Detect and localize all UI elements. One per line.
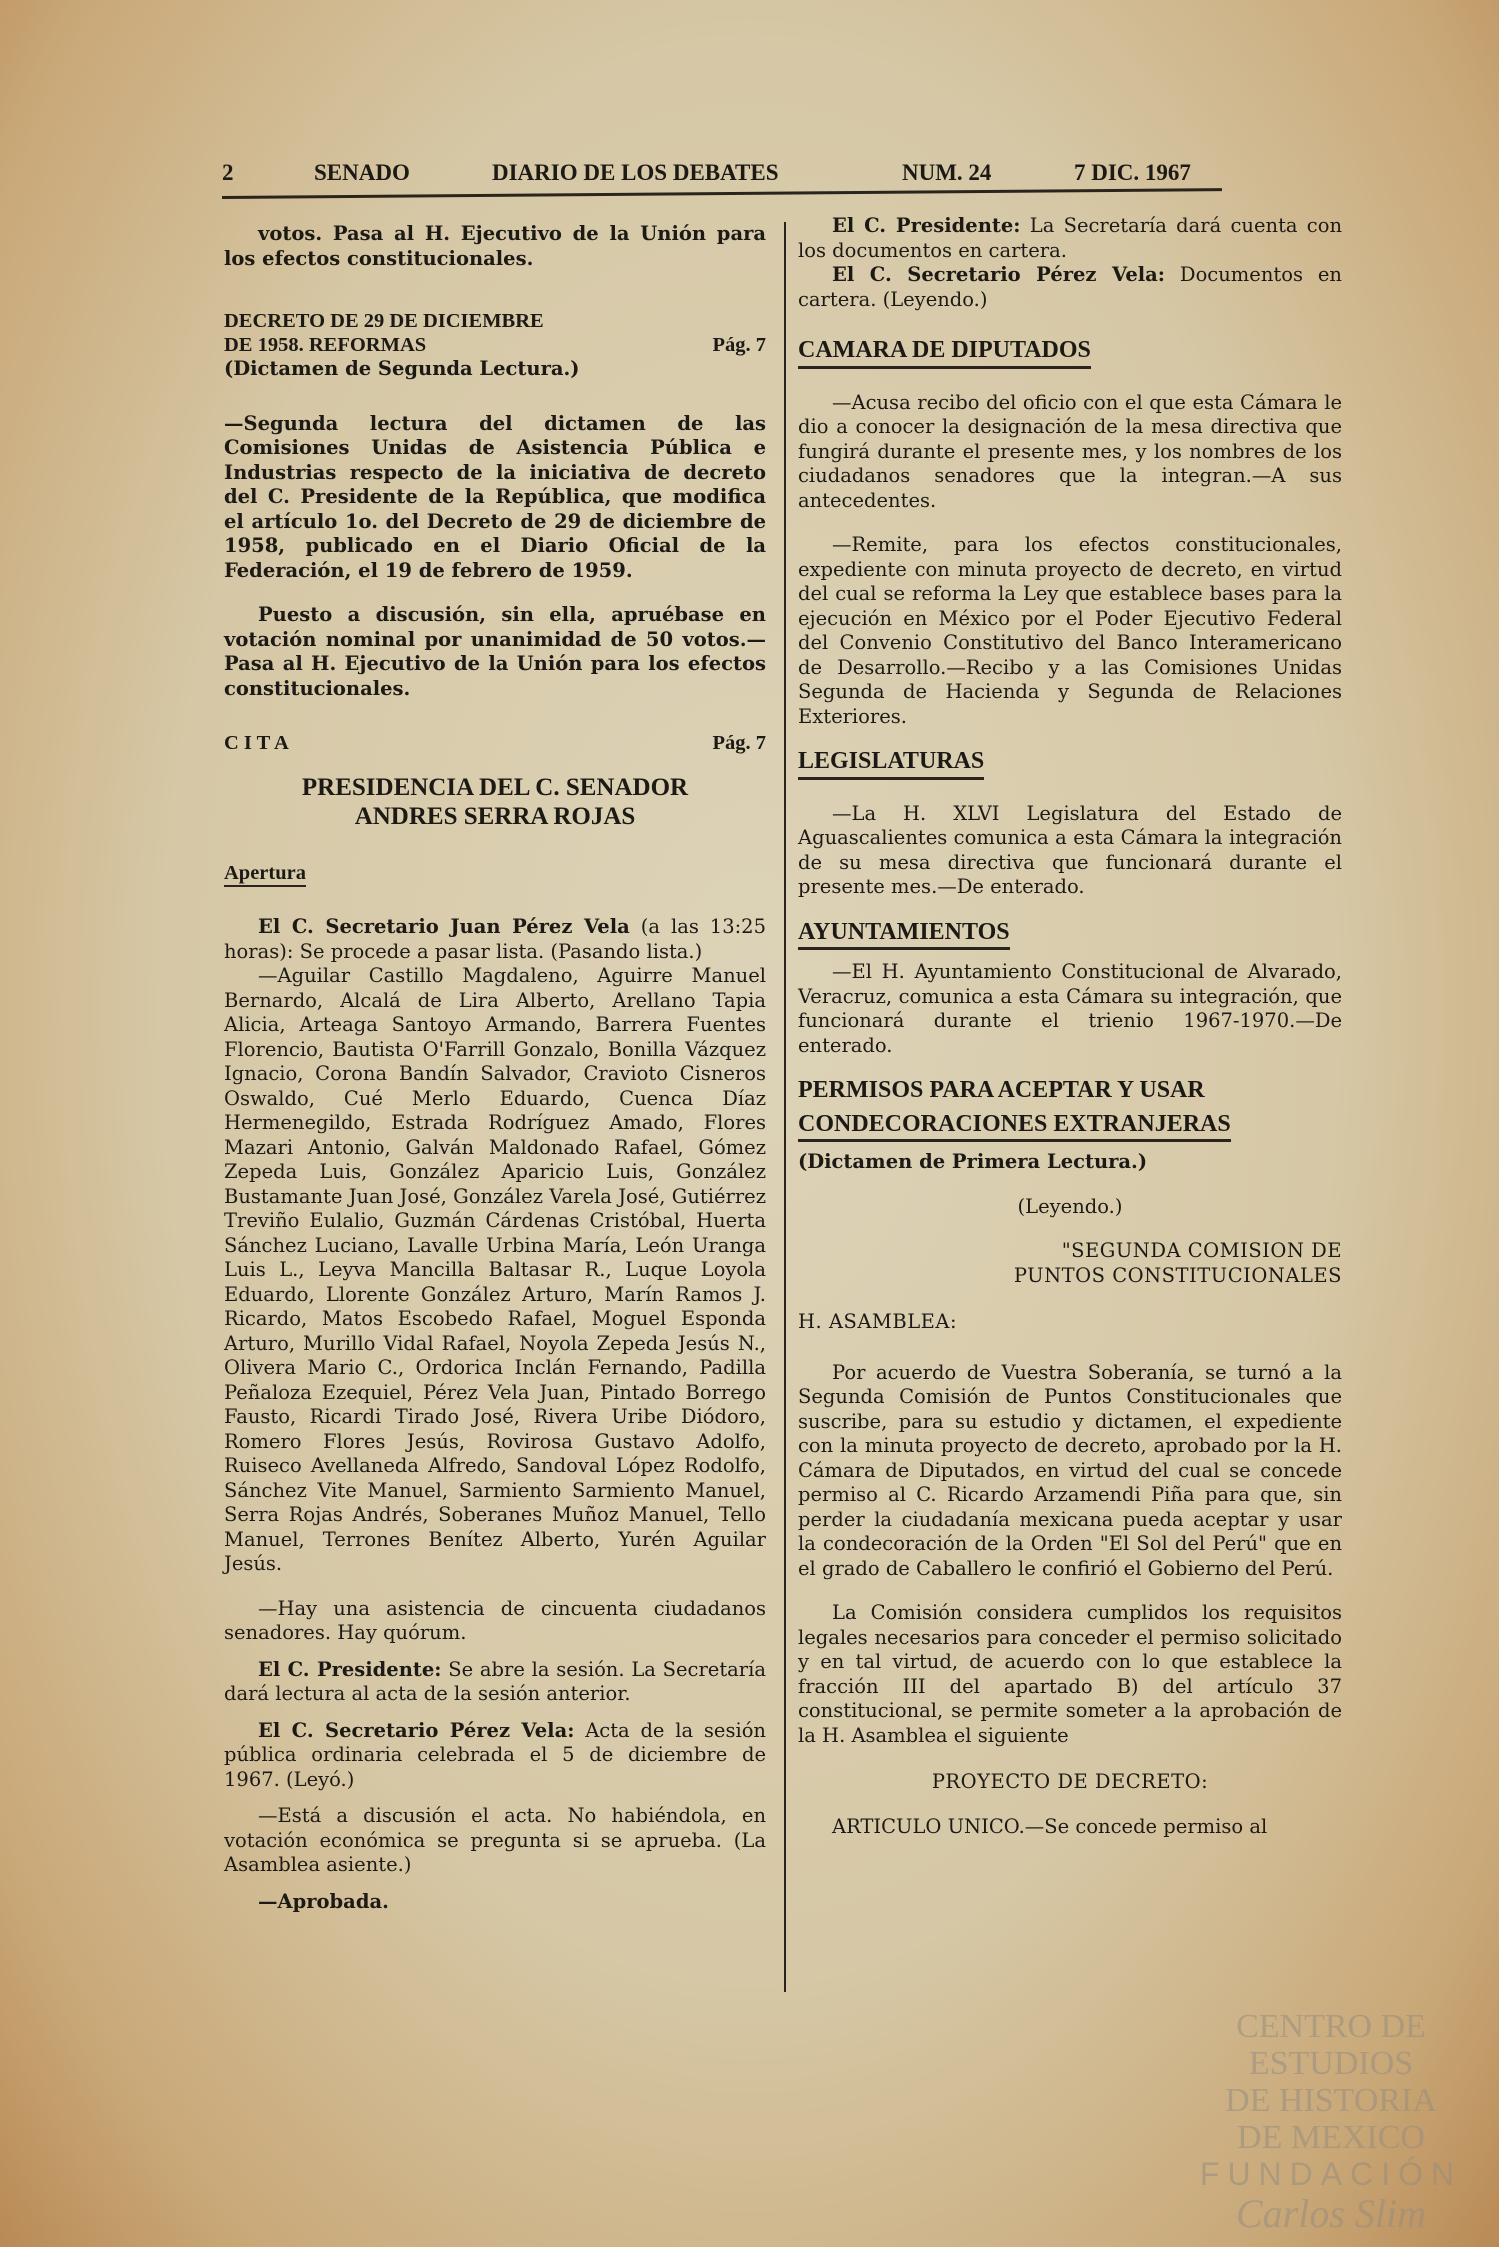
- subsection-heading: Apertura: [224, 861, 306, 887]
- section-subtitle: (Dictamen de Primera Lectura.): [798, 1150, 1148, 1173]
- article-text: —Se concede permiso al: [1024, 1814, 1268, 1838]
- paragraph: —Hay una asistencia de cincuenta ciudadanos senadores. Hay quórum.: [224, 1596, 766, 1644]
- paragraph: —La H. XLVI Legislatura del Estado de Aguascalientes comunica a esta Cámara la integración de su mesa directiva que funcionará durante el presente mes.—De enterado.: [798, 801, 1342, 898]
- page-header: [222, 160, 1212, 186]
- speaker: El C. Secretario Pérez Vela:: [832, 263, 1165, 286]
- chamber: SENADO: [314, 160, 410, 185]
- section-heading: C I T A: [224, 732, 289, 754]
- paragraph: —El H. Ayuntamiento Constitucional de Alvarado, Veracruz, comunica a esta Cámara su integración, que funcionará durante el trienio 1967-1970.—De enterado.: [798, 960, 1342, 1057]
- speaker: El C. Secretario Pérez Vela:: [258, 1718, 575, 1742]
- watermark-line: ESTUDIOS: [1248, 2045, 1414, 2082]
- paragraph: [224, 915, 766, 964]
- column-divider: [784, 222, 786, 1992]
- publication-title: DIARIO DE LOS DEBATES: [492, 160, 779, 185]
- section-heading: AYUNTAMIENTOS: [798, 920, 1010, 951]
- watermark-line: FUNDACIÓN: [1199, 2156, 1463, 2192]
- issue-date: 7 DIC. 1967: [1074, 160, 1191, 185]
- paragraph: Puesto a discusión, sin ella, apruébase en votación nominal por unanimidad de 50 votos.—Pasa al H. Ejecutivo de la Unión para los efectos constitucionales.: [224, 603, 766, 700]
- paragraph: [224, 1719, 766, 1793]
- speech: Documentos en cartera. (Leyendo.): [798, 263, 1342, 311]
- presidency-heading: PRESIDENCIA DEL C. SENADOR: [301, 774, 689, 801]
- paragraph: Por acuerdo de Vuestra Soberanía, se turnó a la Segunda Comisión de Puntos Constitucionales que suscribe, para su estudio y dictamen, el expediente con la minuta proyecto de decreto, aprobado por la H. Cámara de Diputados, en virtud del cual se concede permiso al C. Ricardo Arzamendi Piña para que, sin perder la ciudadanía mexicana pueda aceptar y usar la condecoración de la Orden "El Sol del Perú" que en el grado de Caballero le confirió el Gobierno del Perú.: [798, 1360, 1342, 1580]
- speaker: El C. Presidente:: [258, 1657, 442, 1681]
- watermark-logo: [1181, 2008, 1481, 2235]
- section-subtitle: (Dictamen de Segunda Lectura.): [224, 357, 580, 380]
- section-heading: DECRETO DE 29 DE DICIEMBRE: [224, 310, 544, 332]
- watermark-signature: Carlos Slim: [1235, 2191, 1427, 2236]
- paragraph: —Remite, para los efectos constitucionales, expediente con minuta proyecto de decreto, en virtud del cual se reforma la Ley que establece bases para la ejecución en México por el Poder Ejecutivo Federal del Convenio Constitutivo del Banco Interamericano de Desarrollo.—Recibo y a las Comisiones Unidas Segunda de Hacienda y Segunda de Relaciones Exteriores.: [798, 533, 1342, 728]
- right-column: [798, 214, 1342, 1839]
- article-label: ARTICULO UNICO.: [832, 1814, 1025, 1838]
- section-heading: CONDECORACIONES EXTRANJERAS: [798, 1112, 1231, 1143]
- speech: (a las 13:25 horas): Se procede a pasar lista. (Pasando lista.): [224, 915, 766, 963]
- paragraph: La Comisión considera cumplidos los requisitos legales necesarios para conceder el permiso solicitado y en tal virtud, de acuerdo con lo que establece la fracción III del apartado B) del artículo 37 constitucional, se permite someter a la aprobación de la H. Asamblea el siguiente: [798, 1601, 1342, 1747]
- roll-call-list: —Aguilar Castillo Magdaleno, Aguirre Manuel Bernardo, Alcalá de Lira Alberto, Arellano Tapia Alicia, Arteaga Santoyo Armando, Barrera Fuentes Florencio, Bautista O'Farrill Gonzalo, Bonilla Vázquez Ignacio, Corona Bandín Salvador, Cravioto Cisneros Oswaldo, Cué Merlo Eduardo, Cuenca Díaz Hermenegildo, Estrada Rodríguez Amado, Flores Mazari Antonio, Galván Maldonado Rafael, Gómez Zepeda Luis, González Aparicio Luis, González Bustamante Juan José, González Varela José, Gutiérrez Treviño Eulalio, Guzmán Cárdenas Cristóbal, Huerta Sánchez Luciano, Lavalle Urbina María, León Uranga Luis L., Leyva Mancilla Baltasar R., Luque Loyola Eduardo, Llorente González Arturo, Marín Ramos J. Ricardo, Matos Escobedo Rafael, Moguel Esponda Arturo, Murillo Vidal Rafael, Noyola Zepeda Jesús N., Olivera Mario C., Ordorica Inclán Fernando, Padilla Peñaloza Ezequiel, Pérez Vela Juan, Pintado Borrego Fausto, Ricardi Tirado José, Rivera Uribe Diódoro, Romero Flores Jesús, Rovirosa Gustavo Adolfo, Ruiseco Avellaneda Alfredo, Sandoval López Rodolfo, Sánchez Vite Manuel, Sarmiento Sarmiento Manuel, Serra Rojas Andrés, Soberanes Muñoz Manuel, Tello Manuel, Terrones Benítez Alberto, Yurén Aguilar Jesús.: [224, 964, 766, 1575]
- paragraph: —Segunda lectura del dictamen de las Comisiones Unidas de Asistencia Pública e Industrias respecto de la iniciativa de decreto del C. Presidente de la República, que modifica el artículo 1o. del Decreto de 29 de diciembre de 1958, publicado en el Diario Oficial de la Federación, el 19 de febrero de 1959.: [224, 411, 766, 582]
- left-column: [224, 222, 766, 1914]
- watermark-line: DE MEXICO: [1237, 2119, 1425, 2156]
- section-heading: DE 1958. REFORMAS: [224, 334, 427, 356]
- commission-heading: PUNTOS CONSTITUCIONALES: [1013, 1263, 1342, 1287]
- paragraph: —Aprobada.: [258, 1889, 389, 1913]
- watermark-line: DE HISTORIA: [1225, 2082, 1437, 2119]
- paragraph: [798, 1815, 1342, 1840]
- paragraph: —Está a discusión el acta. No habiéndola, en votación económica se pregunta si se aprueba. (La Asamblea asiente.): [224, 1804, 766, 1876]
- section-heading: LEGISLATURAS: [798, 749, 984, 780]
- paragraph: votos. Pasa al H. Ejecutivo de la Unión para los efectos constitucionales.: [224, 222, 766, 270]
- paragraph: [798, 263, 1342, 312]
- speech: Se abre la sesión. La Secretaría dará lectura al acta de la sesión anterior.: [224, 1657, 766, 1705]
- page-reference: Pág. 7: [712, 732, 766, 754]
- watermark-line: CENTRO DE: [1236, 2008, 1426, 2045]
- speaker: El C. Presidente:: [832, 214, 1021, 237]
- paragraph: [798, 214, 1342, 263]
- page-reference: Pág. 7: [712, 334, 766, 356]
- presidency-heading: ANDRES SERRA ROJAS: [354, 803, 636, 830]
- salutation: H. ASAMBLEA:: [798, 1310, 958, 1333]
- section-heading: CAMARA DE DIPUTADOS: [798, 338, 1091, 369]
- section-heading: PERMISOS PARA ACEPTAR Y USAR: [798, 1077, 1205, 1103]
- issue-number: NUM. 24: [902, 160, 992, 185]
- header-rule: [222, 188, 1222, 199]
- paragraph: [224, 1658, 766, 1707]
- reading-note: (Leyendo.): [1017, 1194, 1123, 1218]
- speech: La Secretaría dará cuenta con los documentos en cartera.: [798, 214, 1343, 262]
- page-number: 2: [222, 160, 234, 185]
- paragraph: —Acusa recibo del oficio con el que esta Cámara le dio a conocer la designación de la mesa directiva que fungirá durante el presente mes, y los nombres de los ciudadanos senadores que la integran.—A sus antecedentes.: [798, 390, 1342, 512]
- speech: Acta de la sesión pública ordinaria celebrada el 5 de diciembre de 1967. (Leyó.): [224, 1718, 766, 1791]
- speaker: El C. Secretario Juan Pérez Vela: [258, 915, 630, 938]
- decree-heading: PROYECTO DE DECRETO:: [931, 1770, 1209, 1793]
- commission-heading: "SEGUNDA COMISION DE: [1061, 1239, 1342, 1262]
